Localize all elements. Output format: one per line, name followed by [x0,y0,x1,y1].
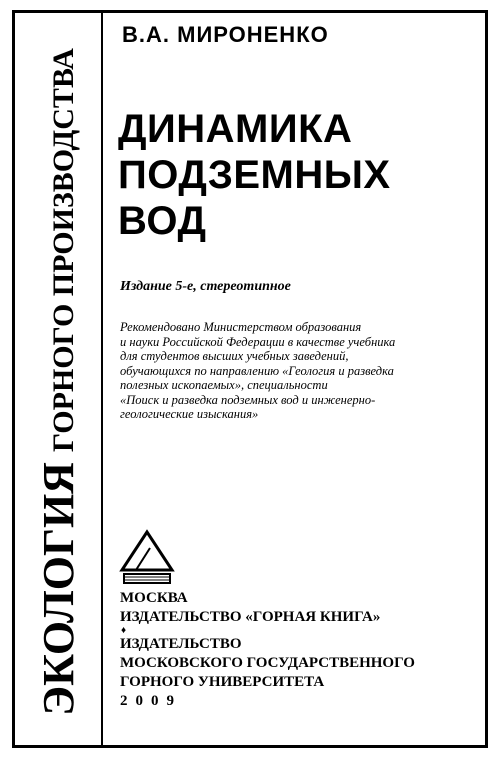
diamond-separator-icon: ♦ [121,625,127,636]
series-title-word2: ГОРНОГО ПРОИЗВОДСТВА [47,48,80,453]
book-title-line-2: ПОДЗЕМНЫХ [118,153,391,197]
recommendation-line: геологические изыскания» [120,407,259,421]
recommendation-line: и науки Российской Федерации в качестве учебника [120,334,396,349]
recommendation-line: полезных ископаемых», специальности [120,378,328,392]
publisher-block [120,589,415,711]
recommendation-line: Рекомендовано Министерством образования [120,320,362,334]
mountain-book-logo-icon [118,528,176,586]
author-name: В.А. МИРОНЕНКО [122,22,329,47]
publisher-house-2-line-3: ГОРНОГО УНИВЕРСИТЕТА [120,674,325,690]
edition-note: Издание 5-е, стереотипное [120,279,291,294]
book-title-line-3: ВОД [118,199,207,243]
recommendation-line: обучающихся по направлению «Геология и разведка [120,363,394,378]
publisher-house-2-line-1: ИЗДАТЕЛЬСТВО [120,636,242,652]
recommendation-line: для студентов высших учебных заведений, [120,349,349,363]
book-title-line-1: ДИНАМИКА [118,107,353,151]
publisher-house-1: ИЗДАТЕЛЬСТВО «ГОРНАЯ КНИГА» [120,609,381,625]
series-title-word1: ЭКОЛОГИЯ [34,462,83,716]
publisher-city: МОСКВА [120,590,188,606]
publisher-house-2-line-2: МОСКОВСКОГО ГОСУДАРСТВЕННОГО [120,655,415,671]
publication-year: 2009 [120,693,182,709]
recommendation-line: «Поиск и разведка подземных вод и инженерно- [120,392,376,407]
series-title [34,48,83,716]
recommendation-text [120,320,460,422]
series-spine [15,13,103,745]
book-title [118,106,391,244]
